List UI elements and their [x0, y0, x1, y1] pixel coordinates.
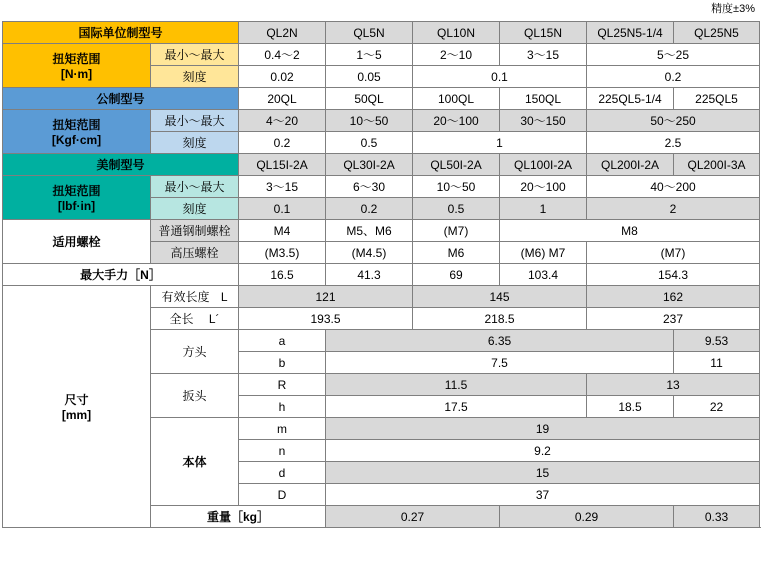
metric-model-2: 50QL [326, 88, 413, 110]
metric-model-1: 20QL [239, 88, 326, 110]
dimension-label-line2: [mm] [61, 408, 92, 422]
bolt-hp-3: M6 [413, 242, 500, 264]
metric-scale-2: 0.5 [326, 132, 413, 154]
bolt-normal-label: 普通钢制螺栓 [151, 220, 239, 242]
imperial-model-3: QL50I-2A [413, 154, 500, 176]
total-length-text: 全长 [169, 312, 194, 326]
si-scale-label: 刻度 [151, 66, 239, 88]
imperial-model-label: 美制型号 [3, 154, 239, 176]
total-length-label [151, 308, 239, 330]
si-scale-2: 0.05 [326, 66, 413, 88]
max-force-4: 103.4 [500, 264, 587, 286]
metric-model-3: 100QL [413, 88, 500, 110]
metric-minmax-5: 50～250 [587, 110, 760, 132]
table-row-si-minmax [3, 44, 760, 66]
square-a-symbol: a [239, 330, 326, 352]
effective-length-3: 162 [587, 286, 760, 308]
body-d-symbol: d [239, 462, 326, 484]
si-model-ql10n: QL10N [413, 22, 500, 44]
wrench-h-1: 17.5 [326, 396, 587, 418]
imperial-minmax-1: 3～15 [239, 176, 326, 198]
metric-minmax-3: 20～100 [413, 110, 500, 132]
table-row-metric-model [3, 88, 760, 110]
total-length-3: 237 [587, 308, 760, 330]
wrench-h-3: 22 [674, 396, 760, 418]
dimension-label-line1: 尺寸 [64, 393, 89, 407]
si-minmax-2: 1～5 [326, 44, 413, 66]
bolt-normal-1: M4 [239, 220, 326, 242]
imperial-scale-3: 0.5 [413, 198, 500, 220]
bolt-hp-1: (M3.5) [239, 242, 326, 264]
specification-table [2, 21, 760, 528]
imperial-scale-2: 0.2 [326, 198, 413, 220]
si-torque-label-line2: [N·m] [60, 67, 93, 81]
si-minmax-4: 3～15 [500, 44, 587, 66]
bolt-label: 适用螺栓 [3, 220, 151, 264]
metric-minmax-2: 10～50 [326, 110, 413, 132]
bolt-highpressure-label: 高压螺栓 [151, 242, 239, 264]
imperial-scale-4: 1 [500, 198, 587, 220]
si-scale-4: 0.2 [587, 66, 760, 88]
weight-1: 0.27 [326, 506, 500, 528]
metric-scale-4: 2.5 [587, 132, 760, 154]
si-model-ql5n: QL5N [326, 22, 413, 44]
si-model-ql25n5: QL25N5 [674, 22, 760, 44]
max-force-3: 69 [413, 264, 500, 286]
total-length-symbol: L´ [208, 312, 220, 326]
bolt-normal-2: M5、M6 [326, 220, 413, 242]
effective-length-label [151, 286, 239, 308]
si-model-ql15n: QL15N [500, 22, 587, 44]
si-minmax-5: 5～25 [587, 44, 760, 66]
weight-3: 0.33 [674, 506, 760, 528]
square-head-label: 方头 [151, 330, 239, 374]
body-n-value: 9.2 [326, 440, 760, 462]
effective-length-symbol: L [220, 290, 228, 304]
metric-scale-3: 1 [413, 132, 587, 154]
dimension-label [3, 286, 151, 528]
bolt-normal-3: (M7) [413, 220, 500, 242]
metric-minmax-label: 最小～最大 [151, 110, 239, 132]
imperial-torque-label-line2: [lbf·in] [57, 199, 96, 213]
body-label: 本体 [151, 418, 239, 506]
si-minmax-3: 2～10 [413, 44, 500, 66]
metric-model-5: 225QL5-1/4 [587, 88, 674, 110]
metric-scale-label: 刻度 [151, 132, 239, 154]
effective-length-1: 121 [239, 286, 413, 308]
effective-length-2: 145 [413, 286, 587, 308]
metric-minmax-4: 30～150 [500, 110, 587, 132]
si-model-ql25n5-14: QL25N5-1/4 [587, 22, 674, 44]
si-minmax-label: 最小～最大 [151, 44, 239, 66]
wrench-r-1: 11.5 [326, 374, 587, 396]
wrench-h-2: 18.5 [587, 396, 674, 418]
body-d-value: 15 [326, 462, 760, 484]
table-row-bolt-normal [3, 220, 760, 242]
imperial-model-1: QL15I-2A [239, 154, 326, 176]
table-row-si-model [3, 22, 760, 44]
square-b-1: 7.5 [326, 352, 674, 374]
metric-model-4: 150QL [500, 88, 587, 110]
bolt-hp-5: (M7) [587, 242, 760, 264]
wrench-h-symbol: h [239, 396, 326, 418]
total-length-2: 218.5 [413, 308, 587, 330]
square-a-1: 6.35 [326, 330, 674, 352]
max-force-5: 154.3 [587, 264, 760, 286]
square-b-2: 11 [674, 352, 760, 374]
imperial-model-2: QL30I-2A [326, 154, 413, 176]
imperial-minmax-5: 40～200 [587, 176, 760, 198]
square-a-2: 9.53 [674, 330, 760, 352]
si-minmax-1: 0.4～2 [239, 44, 326, 66]
metric-model-label: 公制型号 [3, 88, 239, 110]
metric-torque-label [3, 110, 151, 154]
body-n-symbol: n [239, 440, 326, 462]
total-length-1: 193.5 [239, 308, 413, 330]
metric-scale-1: 0.2 [239, 132, 326, 154]
accuracy-note: 精度±3% [711, 3, 755, 15]
imperial-model-6: QL200I-3A [674, 154, 760, 176]
metric-torque-label-line1: 扭矩范围 [52, 118, 101, 132]
table-row-max-force [3, 264, 760, 286]
wrench-r-symbol: R [239, 374, 326, 396]
table-row-imperial-model [3, 154, 760, 176]
table-row-metric-minmax [3, 110, 760, 132]
bolt-hp-2: (M4.5) [326, 242, 413, 264]
imperial-scale-1: 0.1 [239, 198, 326, 220]
table-row-imperial-minmax [3, 176, 760, 198]
si-scale-3: 0.1 [413, 66, 587, 88]
wrench-head-label: 扳头 [151, 374, 239, 418]
bolt-normal-4: M8 [500, 220, 760, 242]
table-row-effective-length [3, 286, 760, 308]
imperial-minmax-label: 最小～最大 [151, 176, 239, 198]
body-m-symbol: m [239, 418, 326, 440]
metric-model-6: 225QL5 [674, 88, 760, 110]
weight-2: 0.29 [500, 506, 674, 528]
imperial-scale-label: 刻度 [151, 198, 239, 220]
si-scale-1: 0.02 [239, 66, 326, 88]
effective-length-text: 有效长度 [161, 290, 210, 304]
imperial-torque-label-line1: 扭矩范围 [52, 184, 101, 198]
si-model-label: 国际单位制型号 [3, 22, 239, 44]
body-D-value: 37 [326, 484, 760, 506]
wrench-r-2: 13 [587, 374, 760, 396]
si-model-ql2n: QL2N [239, 22, 326, 44]
imperial-torque-label [3, 176, 151, 220]
si-torque-label-line1: 扭矩范围 [52, 52, 101, 66]
weight-label: 重量［kg］ [151, 506, 326, 528]
si-torque-label [3, 44, 151, 88]
metric-torque-label-line2: [Kgf·cm] [51, 133, 102, 147]
imperial-model-4: QL100I-2A [500, 154, 587, 176]
square-b-symbol: b [239, 352, 326, 374]
imperial-scale-5: 2 [587, 198, 760, 220]
imperial-minmax-3: 10～50 [413, 176, 500, 198]
max-force-2: 41.3 [326, 264, 413, 286]
imperial-minmax-2: 6～30 [326, 176, 413, 198]
imperial-model-5: QL200I-2A [587, 154, 674, 176]
max-force-label: 最大手力［N］ [3, 264, 239, 286]
metric-minmax-1: 4～20 [239, 110, 326, 132]
max-force-1: 16.5 [239, 264, 326, 286]
body-D-symbol: D [239, 484, 326, 506]
imperial-minmax-4: 20～100 [500, 176, 587, 198]
body-m-value: 19 [326, 418, 760, 440]
bolt-hp-4: (M6) M7 [500, 242, 587, 264]
